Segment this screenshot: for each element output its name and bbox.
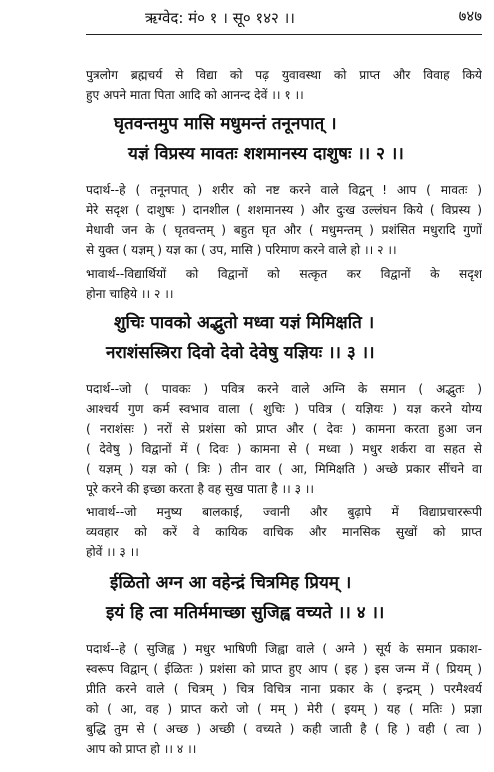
text-line: बुद्धि तुम से ( अच्छ ) अच्छी ( वच्यते ) कही जाती है ( हि ) वही ( त्वा ) [86, 722, 482, 736]
verse-line: घृतवन्तमुप मासि मधुमन्तं तनूनपात् । [114, 114, 337, 134]
text-line: पूरे करने की इच्छा करता है वह सुख पाता है ।। ३ ।। [86, 482, 315, 496]
text-line: से युक्त ( यज्ञम् ) यज्ञ का ( उप, मासि ) परिमाण करने वाले हो ।। २ ।। [86, 243, 397, 257]
text-line: पदार्थ--हे ( सुजिह्व ) मधुर भाषिणी जिह्वा वाले ( अग्ने ) सूर्य के समान प्रकाश- [86, 642, 482, 656]
text-line: मेधावी जन के ( घृतवन्तम् ) बहुत घृत और ( मधुमन्तम् ) प्रशंसित मधुरादि गुणों [86, 223, 482, 237]
header-rule [86, 34, 482, 35]
running-title: ऋग्वेद: मं० १ । सू० १४२ ।। [145, 9, 295, 27]
text-line: पुत्रलोग ब्रह्मचर्य से विद्या को पढ़ युवावस्था को प्राप्त और विवाह किये [86, 68, 482, 82]
text-line: होवें ।। ३ ।। [86, 545, 139, 559]
text-line: ( नराशंसः ) नरों से प्रशंसा को प्राप्त और ( देवः ) कामना करता हुआ जन [86, 422, 482, 436]
verse-line: ईळितो अग्न आ वहेन्द्रं चित्रमिह प्रियम् । [110, 573, 352, 593]
page-number: ७४७ [458, 7, 482, 25]
text-line: होना चाहिये ।। २ ।। [86, 287, 174, 301]
text-line: पदार्थ--जो ( पावकः ) पवित्र करने वाले अग्नि के समान ( अद्भुतः ) [86, 382, 482, 396]
text-line: भावार्थ--जो मनुष्य बालकाई, ज्वानी और बुढ़ापे में विद्याप्रचाररूपी [86, 505, 482, 519]
text-line: पदार्थ--हे ( तनूनपात् ) शरीर को नष्ट करने वाले विद्वन् ! आप ( मावतः ) [86, 183, 482, 197]
text-line: आश्चर्य गुण कर्म स्वभाव वाला ( शुचिः ) पवित्र ( यज्ञियः ) यज्ञ करने योग्य [86, 402, 482, 416]
text-line: ( देवेषु ) विद्वानों में ( दिवः ) कामना से ( मध्वा ) मधुर शर्करा वा सहत से [86, 442, 482, 456]
verse-line: शुचिः पावको अद्भुतो मध्वा यज्ञं मिमिक्षति । [114, 313, 375, 333]
verse-line: यज्ञं विप्रस्य मावतः शशमानस्य दाशुषः ।। २ ।। [128, 144, 404, 164]
text-line: प्रीति करने वाले ( चित्रम् ) चित्र विचित्र नाना प्रकार के ( इन्द्रम् ) परमैश्वर्य [86, 682, 482, 696]
text-line: मेरे सदृश ( दाशुषः ) दानशील ( शशमानस्य ) और दुःख उल्लंघन किये ( विप्रस्य ) [86, 203, 482, 217]
verse-line: नराशंसस्त्रिरा दिवो देवो देवेषु यज्ञियः ।। ३ ।। [106, 343, 375, 363]
text-line: आप को प्राप्त हो ।। ४ ।। [86, 742, 197, 756]
text-line: व्यवहार को करें वे कायिक वाचिक और मानसिक सुखों को प्राप्त [86, 525, 482, 539]
text-line: भावार्थ--विद्यार्थियों को विद्वानों को सत्कृत कर विद्वानों के सदृश [86, 267, 482, 281]
text-line: को ( आ, वह ) प्राप्त करो जो ( मम् ) मेरी ( इयम् ) यह ( मतिः ) प्रज्ञा [86, 702, 482, 716]
text-line: स्वरूप विद्वान् ( ईळितः ) प्रशंसा को प्राप्त हुए आप ( इह ) इस जन्म में ( प्रियम् ) [86, 662, 482, 676]
text-line: हुए अपने माता पिता आदि को आनन्द देवें ।। १ ।। [86, 88, 304, 102]
verse-line: इयं हि त्वा मतिर्ममाच्छा सुजिह्व वच्यते ।। ४ ।। [106, 603, 385, 623]
page-header [0, 6, 494, 30]
text-line: ( यज्ञम् ) यज्ञ को ( त्रिः ) तीन वार ( आ, मिमिक्षति ) अच्छे प्रकार सींचने वा [86, 462, 482, 476]
